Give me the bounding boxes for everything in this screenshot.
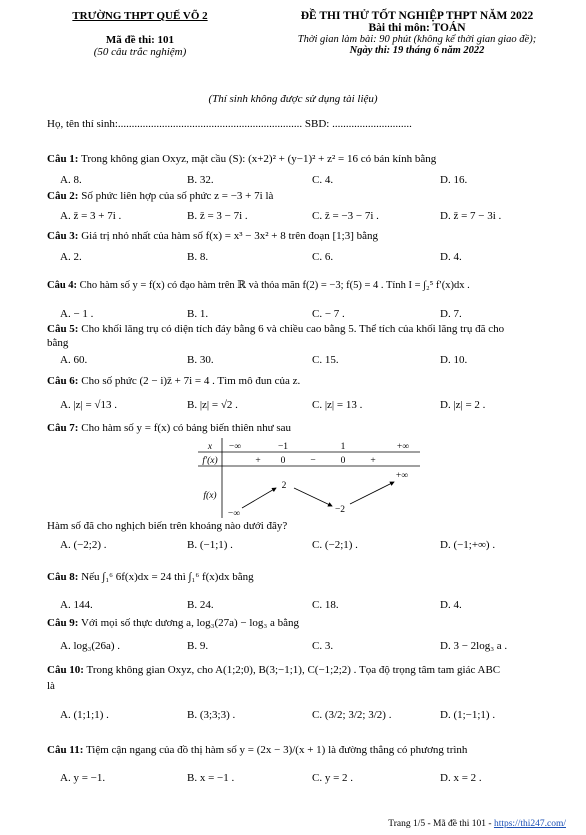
question-4: Câu 4: Cho hàm số y = f(x) có đạo hàm trên ℝ và thỏa mãn f(2) = −3; f(5) = 4 . Tính I = ∫₂⁵ f′(x)dx . (47, 280, 470, 291)
vt-arrow-up-2 (350, 482, 394, 504)
answer-6a: A. |z| = √13 . (60, 399, 117, 411)
vt-f-3: +∞ (395, 471, 409, 481)
answer-10a: A. (1;1;1) . (60, 709, 109, 721)
exam-code: Mã đề thi: 101 (105, 34, 175, 46)
question-count: (50 câu trắc nghiệm) (93, 46, 187, 58)
vt-sign-4: + (370, 456, 376, 466)
vt-f-2: −2 (334, 505, 346, 515)
answer-2c: C. z̄ = −3 − 7i . (312, 210, 379, 222)
answer-8d: D. 4. (440, 599, 462, 611)
answer-7c: C. (−2;1) . (312, 539, 358, 551)
question-9: Câu 9: Với mọi số thực dương a, log₃(27a) − log₃ a bằng (47, 617, 300, 629)
answer-9c: C. 3. (312, 640, 334, 652)
vt-f-0: −∞ (227, 509, 241, 518)
answer-5d: D. 10. (440, 354, 468, 366)
vt-sign-2: − (310, 456, 316, 466)
question-8: Câu 8: Nếu ∫₁⁶ 6f(x)dx = 24 thì ∫₁⁶ f(x)dx bằng (47, 571, 254, 583)
question-2: Câu 2: Số phức liên hợp của số phức z = −3 + 7i là (47, 190, 274, 202)
answer-3c: C. 6. (312, 251, 334, 263)
answer-4c: C. − 7 . (312, 308, 345, 320)
vt-arrow-down (294, 488, 332, 506)
answer-2a: A. z̄ = 3 + 7i . (60, 210, 122, 222)
vt-sign-0: + (255, 456, 261, 466)
answer-6d: D. |z| = 2 . (440, 399, 486, 411)
answer-8c: C. 18. (312, 599, 339, 611)
answer-5b: B. 30. (187, 354, 214, 366)
vt-f-1: 2 (281, 481, 287, 491)
answer-5c: C. 15. (312, 354, 339, 366)
answer-1b: B. 32. (187, 174, 214, 186)
question-10-cont: là (47, 680, 55, 692)
answer-2d: D. z̄ = 7 − 3i . (440, 210, 502, 222)
vt-arrow-up-1 (242, 488, 276, 508)
answer-11b: B. x = −1 . (187, 772, 235, 784)
school-name: TRƯỜNG THPT QUẾ VÕ 2 (72, 10, 208, 22)
question-1: Câu 1: Trong không gian Oxyz, mặt cầu (S): (x+2)² + (y−1)² + z² = 16 có bán kính bằng (47, 153, 437, 165)
answer-11d: D. x = 2 . (440, 772, 482, 784)
answer-2b: B. z̄ = 3 − 7i . (187, 210, 248, 222)
answer-7b: B. (−1;1) . (187, 539, 233, 551)
answer-10c: C. (3/2; 3/2; 3/2) . (312, 709, 392, 721)
vt-f-label: f(x) (203, 491, 217, 501)
question-5-cont: bằng (47, 337, 69, 349)
notice: (Thí sinh không được sử dụng tài liệu) (208, 93, 378, 105)
answer-10b: B. (3;3;3) . (187, 709, 236, 721)
answer-3b: B. 8. (187, 251, 209, 263)
answer-4d: D. 7. (440, 308, 462, 320)
student-info-line: Họ, tên thí sinh:................................................................... SBD: ............................. (47, 118, 412, 130)
exam-title: ĐỀ THI THỬ TỐT NGHIỆP THPT NĂM 2022 (300, 10, 534, 22)
answer-10d: D. (1;−1;1) . (440, 709, 496, 721)
answer-4a: A. − 1 . (60, 308, 94, 320)
vt-sign-1: 0 (280, 456, 286, 466)
question-10: Câu 10: Trong không gian Oxyz, cho A(1;2;0), B(3;−1;1), C(−1;2;2) . Tọa độ trọng tâm tam giác ABC (47, 664, 501, 676)
vt-x-3: +∞ (396, 442, 410, 452)
vt-sign-3: 0 (340, 456, 346, 466)
answer-3a: A. 2. (60, 251, 82, 263)
header-left (40, 10, 240, 58)
answer-9d: D. 3 − 2log₃ a . (440, 640, 508, 652)
answer-7a: A. (−2;2) . (60, 539, 107, 551)
vt-fp-label: f′(x) (202, 456, 218, 466)
page-footer (388, 819, 566, 829)
footer-text: Trang 1/5 - Mã đề thi 101 - (388, 819, 494, 829)
answer-3d: D. 4. (440, 251, 462, 263)
answer-1a: A. 8. (60, 174, 82, 186)
vt-x-1: −1 (277, 442, 289, 452)
answer-7d: D. (−1;+∞) . (440, 539, 496, 551)
answer-5a: A. 60. (60, 354, 88, 366)
question-11: Câu 11: Tiệm cận ngang của đồ thị hàm số y = (2x − 3)/(x + 1) là đường thẳng có phương trình (47, 744, 468, 756)
answer-11c: C. y = 2 . (312, 772, 354, 784)
answer-8b: B. 24. (187, 599, 214, 611)
question-7-cont: Hàm số đã cho nghịch biến trên khoảng nào dưới đây? (47, 520, 288, 532)
vt-x-label: x (207, 442, 213, 452)
exam-date: Ngày thi: 19 tháng 6 năm 2022 (349, 45, 485, 56)
answer-4b: B. 1. (187, 308, 209, 320)
question-5: Câu 5: Cho khối lăng trụ có diện tích đáy bằng 6 và chiều cao bằng 5. Thể tích của khối lăng trụ đã cho (47, 323, 505, 335)
exam-duration: Thời gian làm bài: 90 phút (không kể thời gian giao đề); (297, 34, 537, 45)
footer-link[interactable]: https://thi247.com/ (493, 819, 566, 829)
answer-1d: D. 16. (440, 174, 468, 186)
answer-8a: A. 144. (60, 599, 93, 611)
exam-subject: Bài thi môn: TOÁN (368, 22, 466, 34)
answer-1c: C. 4. (312, 174, 334, 186)
answer-6c: C. |z| = 13 . (312, 399, 363, 411)
answer-6b: B. |z| = √2 . (187, 399, 238, 411)
question-6: Câu 6: Cho số phức (2 − i)z̄ + 7i = 4 . Tìm mô đun của z. (47, 375, 301, 387)
vt-x-2: 1 (340, 442, 346, 452)
answer-9a: A. log₃(26a) . (60, 640, 121, 652)
vt-x-0: −∞ (228, 442, 242, 452)
variation-table (198, 438, 423, 518)
question-7: Câu 7: Cho hàm số y = f(x) có bảng biến thiên như sau (47, 422, 292, 434)
header-right (262, 10, 572, 56)
question-3: Câu 3: Giá trị nhỏ nhất của hàm số f(x) = x³ − 3x² + 8 trên đoạn [1;3] bằng (47, 230, 379, 242)
answer-11a: A. y = −1. (60, 772, 106, 784)
answer-9b: B. 9. (187, 640, 209, 652)
